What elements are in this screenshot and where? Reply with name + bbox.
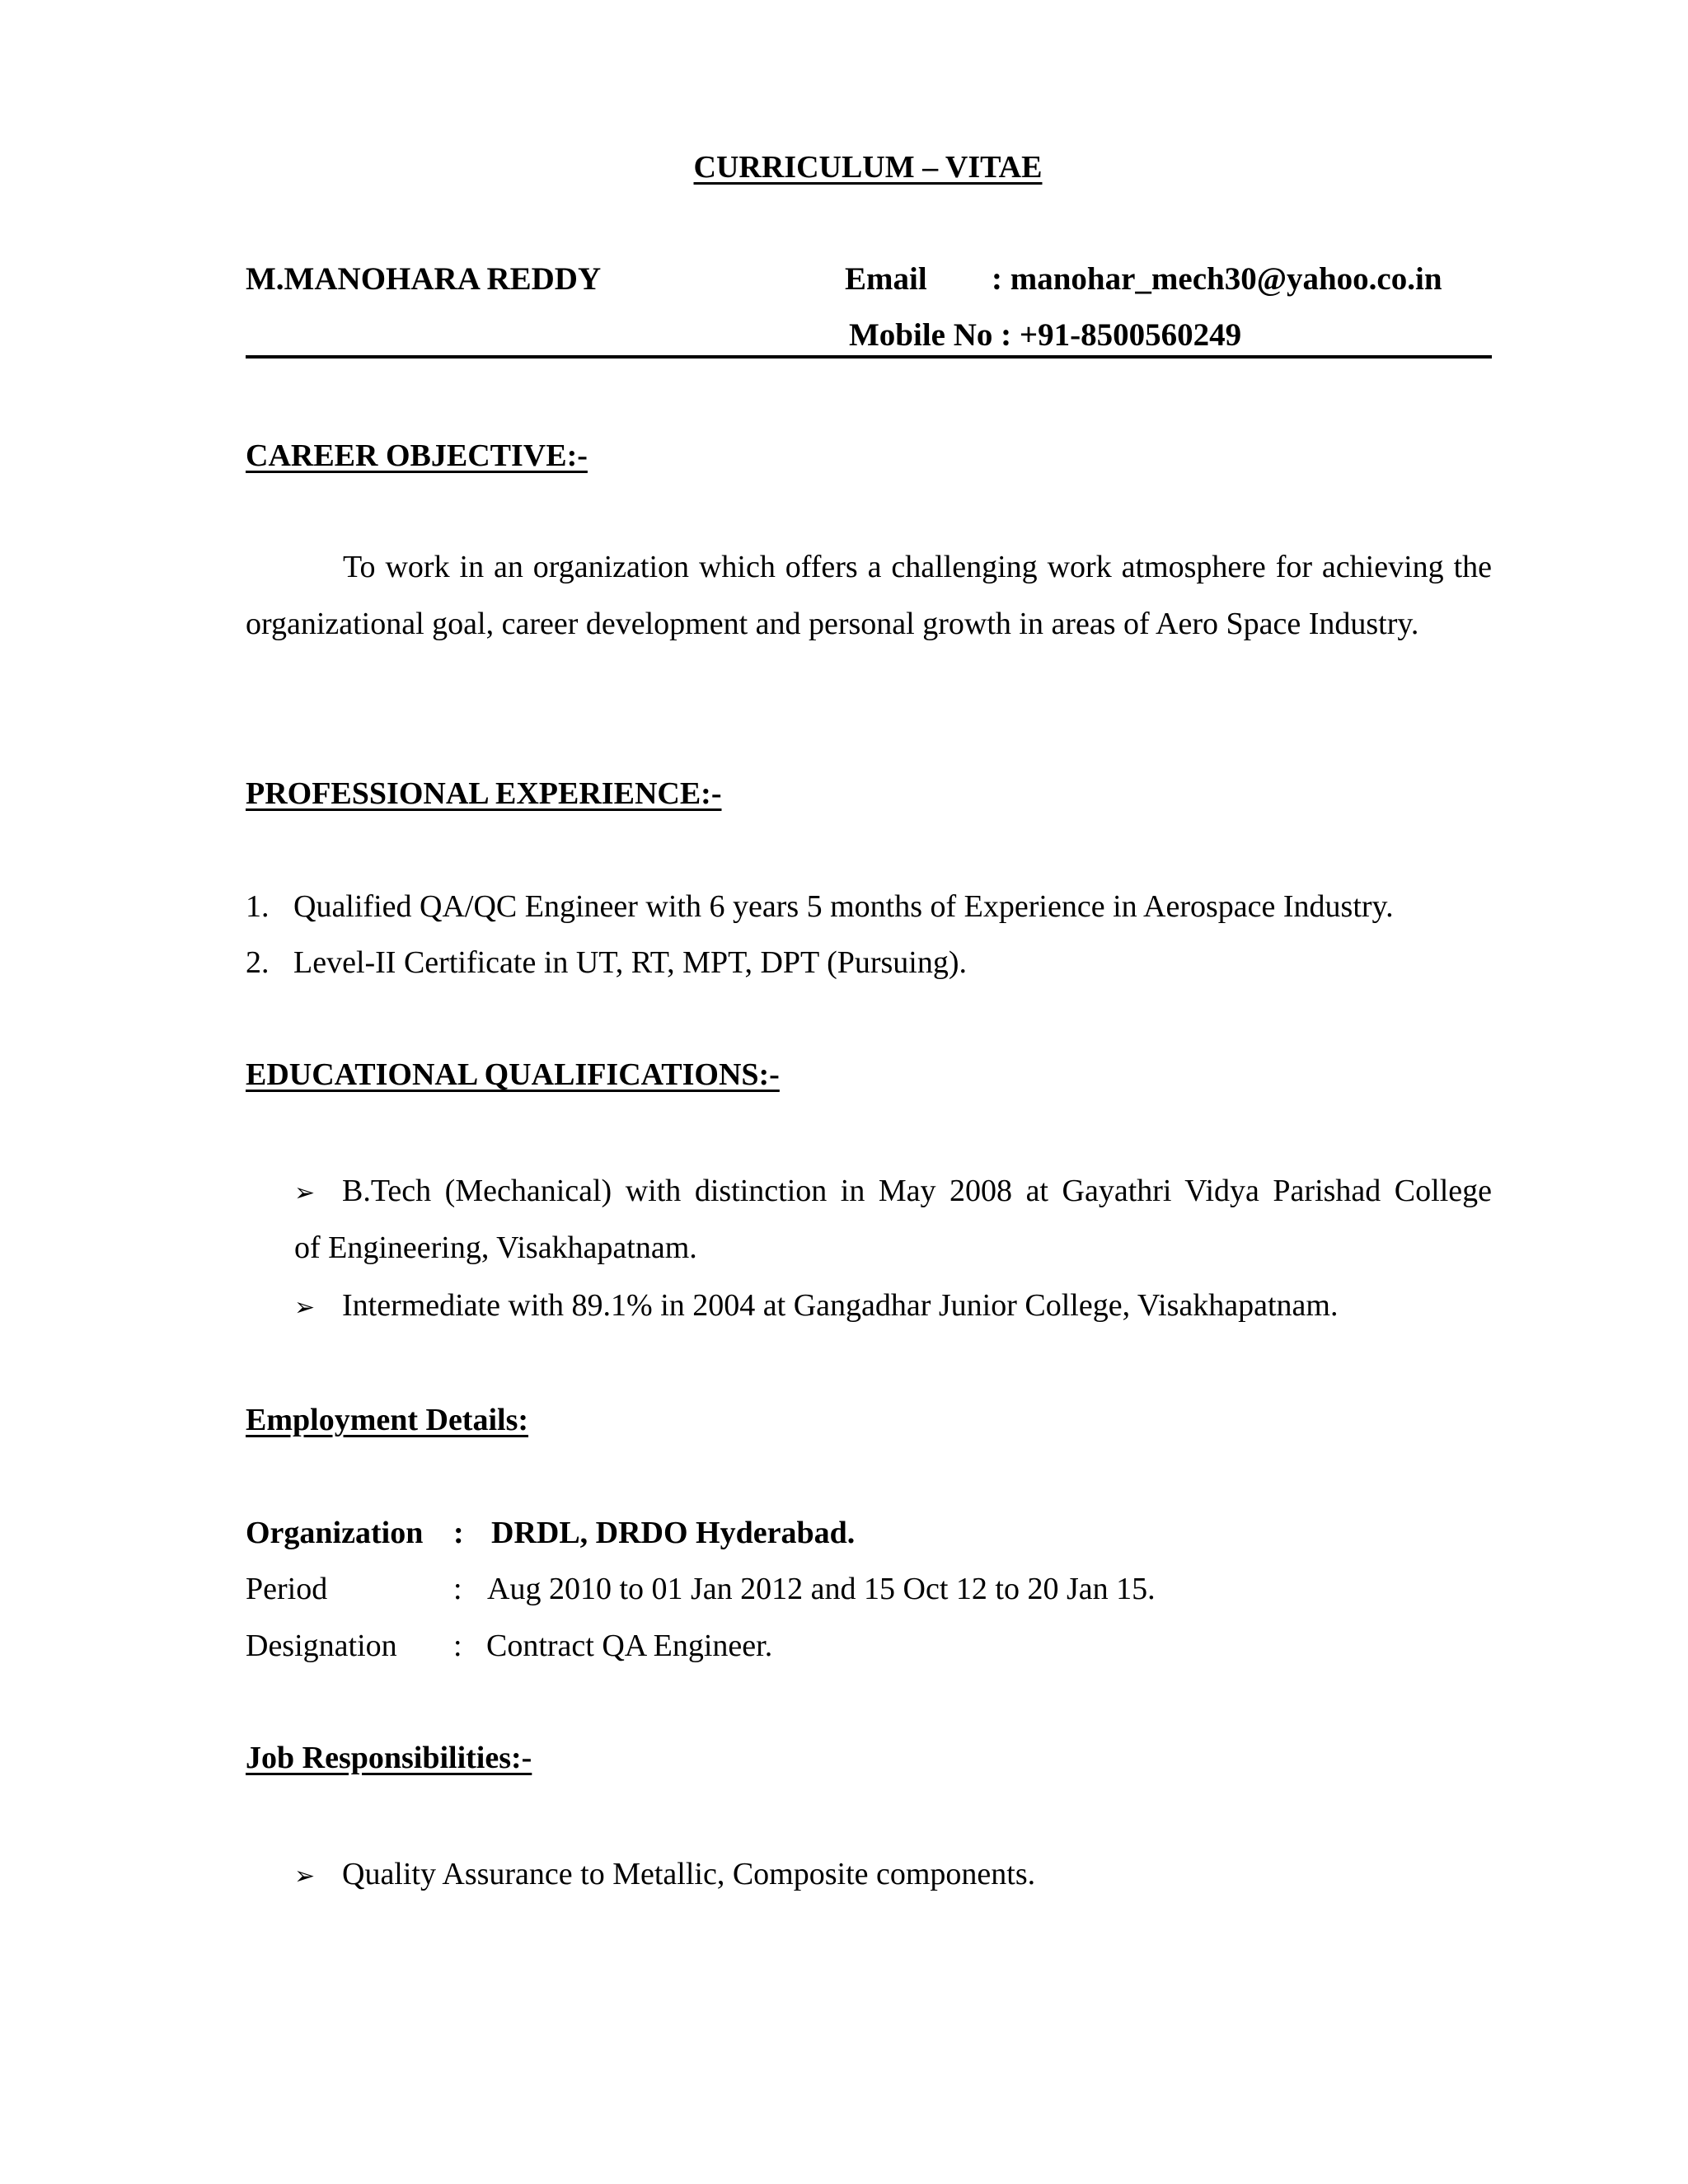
list-text: Level-II Certificate in UT, RT, MPT, DPT (Pursuing). bbox=[293, 945, 968, 980]
list-text: Qualified QA/QC Engineer with 6 years 5 months of Experience in Aerospace Industry. bbox=[293, 889, 1394, 924]
header-divider bbox=[246, 355, 1492, 359]
employment-sep: : bbox=[453, 1516, 464, 1550]
list-item bbox=[246, 888, 1394, 926]
document-title: CURRICULUM – VITAE bbox=[693, 150, 1043, 185]
list-item bbox=[294, 1172, 1492, 1212]
list-item bbox=[294, 1855, 1035, 1896]
bullet-arrow-icon: ➢ bbox=[294, 1294, 316, 1321]
employment-value: Contract QA Engineer. bbox=[486, 1629, 773, 1663]
education-line: B.Tech (Mechanical) with distinction in May 2008 at Gayathri Vidya Parishad College bbox=[342, 1174, 1492, 1208]
education-continuation: of Engineering, Visakhapatnam. bbox=[294, 1230, 697, 1265]
professional-experience-heading: PROFESSIONAL EXPERIENCE:- bbox=[246, 776, 722, 811]
email-value: : manohar_mech30@yahoo.co.in bbox=[992, 261, 1442, 297]
employment-row-period bbox=[246, 1570, 1156, 1608]
employment-label: Organization bbox=[246, 1516, 424, 1550]
career-objective-heading: CAREER OBJECTIVE:- bbox=[246, 438, 588, 473]
education-heading: EDUCATIONAL QUALIFICATIONS:- bbox=[246, 1057, 780, 1092]
career-objective-text: To work in an organization which offers a challenging work atmosphere for achieving the organizational goal, career development and personal growth in areas of Aero Space Industry. bbox=[246, 550, 1492, 641]
mobile-label: Mobile No bbox=[849, 317, 993, 353]
employment-heading: Employment Details: bbox=[246, 1403, 529, 1437]
bullet-arrow-icon: ➢ bbox=[294, 1863, 316, 1890]
bullet-arrow-icon: ➢ bbox=[294, 1179, 316, 1207]
employment-sep: : bbox=[453, 1572, 462, 1606]
list-item bbox=[246, 944, 967, 982]
responsibility-text: Quality Assurance to Metallic, Composite components. bbox=[342, 1857, 1036, 1891]
list-number: 2. bbox=[246, 945, 270, 980]
list-item bbox=[294, 1286, 1339, 1327]
mobile-value: : +91-8500560249 bbox=[1001, 317, 1242, 353]
employment-value: Aug 2010 to 01 Jan 2012 and 15 Oct 12 to 20 Jan 15. bbox=[487, 1572, 1156, 1606]
employment-sep: : bbox=[453, 1629, 462, 1663]
employment-value: DRDL, DRDO Hyderabad. bbox=[491, 1516, 856, 1550]
employment-row-organization bbox=[246, 1514, 855, 1552]
candidate-name: M.MANOHARA REDDY bbox=[246, 261, 602, 297]
job-responsibilities-heading: Job Responsibilities:- bbox=[246, 1741, 532, 1775]
education-line: Intermediate with 89.1% in 2004 at Gangadhar Junior College, Visakhapatnam. bbox=[342, 1288, 1339, 1323]
employment-row-designation bbox=[246, 1627, 772, 1665]
employment-label: Designation bbox=[246, 1629, 397, 1663]
employment-label: Period bbox=[246, 1572, 328, 1606]
email-label: Email bbox=[845, 261, 927, 297]
mobile-line bbox=[849, 316, 1241, 354]
list-number: 1. bbox=[246, 889, 270, 924]
